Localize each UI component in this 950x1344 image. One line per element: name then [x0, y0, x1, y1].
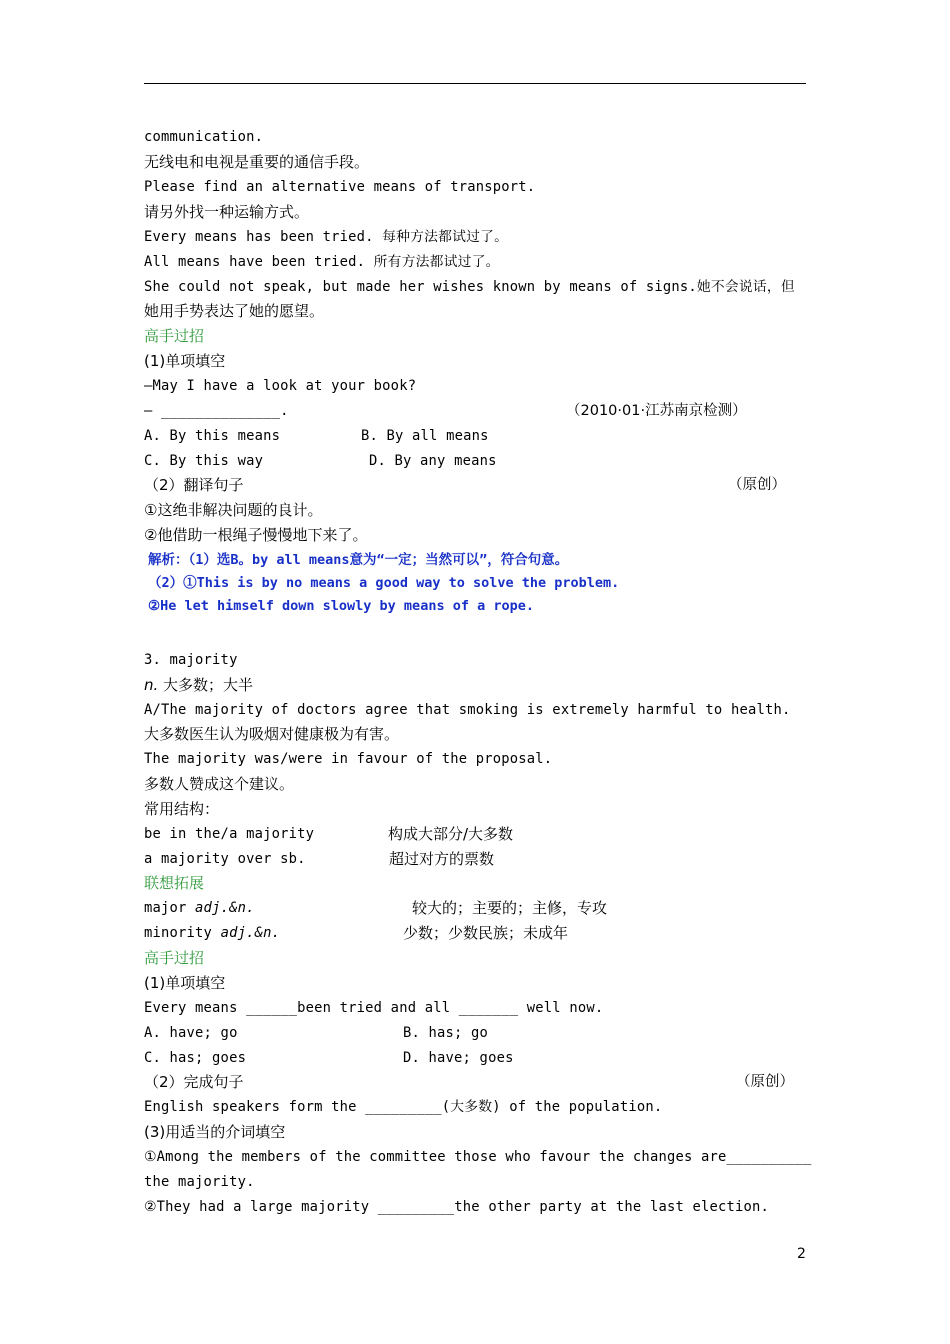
- text-line: the majority.: [144, 1174, 255, 1190]
- page-number: 2: [797, 1246, 806, 1262]
- option-a: A. By this means: [144, 428, 281, 444]
- section-heading: 联想拓展: [144, 874, 205, 892]
- option-a: A. have; go: [144, 1025, 238, 1041]
- text-line: Every means has been tried. 每种方法都试过了。: [144, 229, 509, 245]
- text-line: communication.: [144, 129, 264, 145]
- pos-label: n.: [144, 676, 159, 694]
- structure-phrase: a majority over sb.: [144, 851, 306, 867]
- source-note: （2010·01·江苏南京检测）: [566, 403, 747, 419]
- answer-line: 解析：（1）选B。by all means意为“一定；当然可以”，符合句意。: [148, 552, 569, 568]
- section-heading: 高手过招: [144, 949, 205, 967]
- text-line: Please find an alternative means of transport.: [144, 179, 536, 195]
- text-line: All means have been tried. 所有方法都试过了。: [144, 254, 500, 270]
- structure-meaning: 超过对方的票数: [389, 850, 495, 868]
- text-line: [144, 675, 253, 695]
- answer-line: （2）①This is by no means a good way to solve the problem.: [148, 575, 620, 591]
- text-line: —May I have a look at your book?: [144, 378, 417, 394]
- header-rule: [144, 83, 806, 84]
- option-b: B. By all means: [361, 428, 489, 444]
- text-line: She could not speak, but made her wishes known by means of signs.她不会说话，但: [144, 279, 795, 295]
- section-heading: 高手过招: [144, 327, 205, 345]
- text-line: 请另外找一种运输方式。: [144, 203, 310, 221]
- text-line: 3. majority: [144, 652, 238, 668]
- vocab-word: major: [144, 900, 196, 916]
- text-line: (1)单项填空: [144, 352, 226, 370]
- text-line: (3)用适当的介词填空: [144, 1123, 286, 1141]
- vocab-entry: [144, 923, 280, 943]
- vocab-word: minority: [144, 925, 221, 941]
- text-line: — ______________.: [144, 403, 289, 419]
- text-line: ①这绝非解决问题的良计。: [144, 501, 323, 519]
- vocab-entry: [144, 898, 255, 918]
- answer-line: ②He let himself down slowly by means of a rope.: [148, 598, 534, 614]
- option-c: C. has; goes: [144, 1050, 247, 1066]
- text-line: （2）翻译句子: [144, 476, 244, 494]
- text-line: ①Among the members of the committee those who favour the changes are__________: [144, 1149, 812, 1165]
- option-d: D. have; goes: [403, 1050, 514, 1066]
- text-line: 常用结构：: [144, 800, 220, 818]
- vocab-meaning: 较大的；主要的；主修，专攻: [412, 899, 608, 917]
- vocab-meaning: 少数；少数民族；未成年: [403, 924, 569, 942]
- text-line: A/The majority of doctors agree that smoking is extremely harmful to health.: [144, 702, 791, 718]
- text-line: ②They had a large majority _________the other party at the last election.: [144, 1199, 770, 1215]
- text-line: The majority was/were in favour of the proposal.: [144, 751, 553, 767]
- definition: 大多数；大半: [158, 676, 254, 694]
- source-note: （原创）: [736, 1074, 794, 1090]
- text-line: ②他借助一根绳子慢慢地下来了。: [144, 526, 368, 544]
- text-line: Every means ______been tried and all _______ well now.: [144, 1000, 604, 1016]
- text-line: 多数人赞成这个建议。: [144, 775, 295, 793]
- text-line: (1)单项填空: [144, 974, 226, 992]
- text-line: English speakers form the _________(大多数) of the population.: [144, 1099, 663, 1115]
- pos-label: adj.&n.: [195, 900, 255, 916]
- pos-label: adj.&n.: [220, 925, 281, 941]
- text-line: 她用手势表达了她的愿望。: [144, 302, 325, 320]
- structure-phrase: be in the/a majority: [144, 826, 315, 842]
- text-line: 大多数医生认为吸烟对健康极为有害。: [144, 725, 400, 743]
- structure-meaning: 构成大部分/大多数: [388, 825, 514, 843]
- option-b: B. has; go: [403, 1025, 489, 1041]
- source-note: （原创）: [728, 477, 786, 493]
- text-line: （2）完成句子: [144, 1073, 244, 1091]
- option-c: C. By this way: [144, 453, 264, 469]
- option-d: D. By any means: [369, 453, 497, 469]
- text-line: 无线电和电视是重要的通信手段。: [144, 153, 370, 171]
